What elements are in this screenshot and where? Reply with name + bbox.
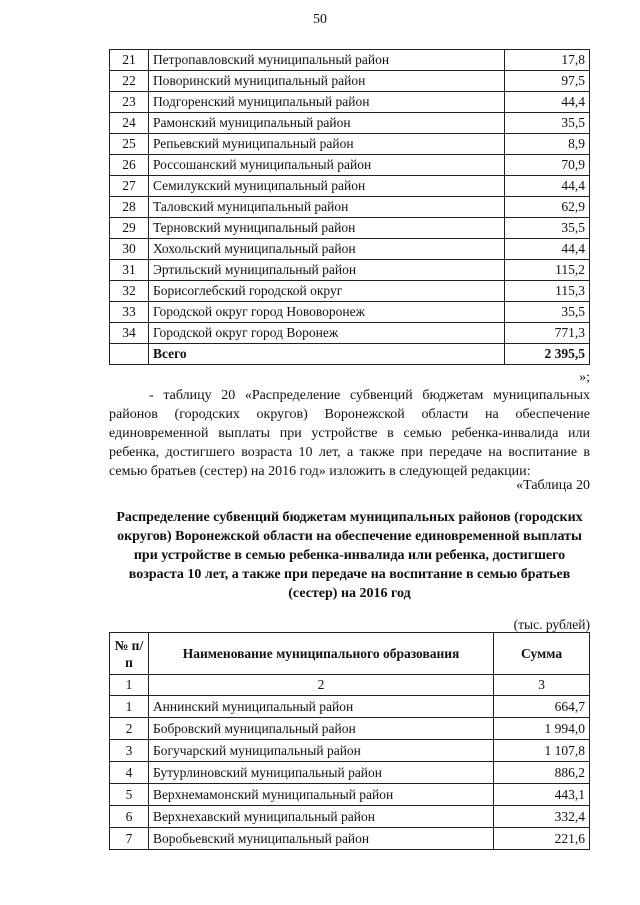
row-number: 6 [110, 806, 149, 828]
row-number: 29 [110, 218, 149, 239]
row-number: 27 [110, 176, 149, 197]
amount-value: 115,3 [505, 281, 590, 302]
column-index: 3 [494, 675, 590, 696]
table-row [110, 71, 590, 92]
row-number: 33 [110, 302, 149, 323]
table-row [110, 718, 590, 740]
column-index-row [110, 675, 590, 696]
table-row [110, 134, 590, 155]
amount-value: 115,2 [505, 260, 590, 281]
row-number: 28 [110, 197, 149, 218]
municipality-name: Бутурлиновский муниципальный район [148, 762, 493, 784]
amount-value: 44,4 [505, 176, 590, 197]
municipality-name: Аннинский муниципальный район [148, 696, 493, 718]
municipality-name: Поворинский муниципальный район [148, 71, 504, 92]
table-reference: «Таблица 20 [516, 478, 590, 493]
amount-value: 44,4 [505, 92, 590, 113]
total-label: Всего [148, 344, 504, 365]
municipality-name: Эртильский муниципальный район [148, 260, 504, 281]
table-row [110, 806, 590, 828]
municipality-name: Таловский муниципальный район [148, 197, 504, 218]
table-row [110, 323, 590, 344]
municipality-name: Репьевский муниципальный район [148, 134, 504, 155]
table-row [110, 281, 590, 302]
header-sum: Сумма [494, 633, 590, 675]
municipality-name: Городской округ город Нововоронеж [148, 302, 504, 323]
amount-value: 1 107,8 [494, 740, 590, 762]
row-number: 23 [110, 92, 149, 113]
amount-value: 44,4 [505, 239, 590, 260]
amount-value: 332,4 [494, 806, 590, 828]
total-row [110, 344, 590, 365]
amount-value: 70,9 [505, 155, 590, 176]
total-value: 2 395,5 [505, 344, 590, 365]
header-row [110, 633, 590, 675]
row-number: 4 [110, 762, 149, 784]
paragraph-text: - таблицу 20 «Распределение субвенций бюджетам муниципальных районов (городских округов) Воронежской области на обеспечение единовременной выплаты при устройстве в семью ребенка-инвалида или ребенка, достигшего возраста 10 лет, а также при передаче на воспитание в семью братьев (сестер) на 2016 год» изложить в следующей редакции: [109, 388, 590, 479]
table-row [110, 260, 590, 281]
table-row [110, 113, 590, 134]
table-title: Распределение субвенций бюджетам муниципальных районов (городских округов) Воронежской области на обеспечение единовременной выплаты при устройстве в семью ребенка-инвалида или ребенка, достигшего возраста 10 лет, а также при передаче на воспитание в семью братьев (сестер) на 2016 год [116, 510, 583, 601]
subvention-distribution-table [109, 632, 590, 850]
table-row [110, 176, 590, 197]
row-number: 5 [110, 784, 149, 806]
table-row [110, 239, 590, 260]
municipality-name: Бобровский муниципальный район [148, 718, 493, 740]
row-number: 2 [110, 718, 149, 740]
table-row [110, 784, 590, 806]
row-number: 30 [110, 239, 149, 260]
row-number: 1 [110, 696, 149, 718]
amount-value: 664,7 [494, 696, 590, 718]
amount-value: 221,6 [494, 828, 590, 850]
municipality-name: Верхнехавский муниципальный район [148, 806, 493, 828]
row-number: 25 [110, 134, 149, 155]
table-row [110, 155, 590, 176]
amount-value: 35,5 [505, 218, 590, 239]
top-subvention-table [109, 49, 590, 365]
amendment-paragraph [109, 386, 590, 481]
table-row [110, 828, 590, 850]
empty-cell [110, 344, 149, 365]
table-row [110, 302, 590, 323]
amount-value: 443,1 [494, 784, 590, 806]
table-row [110, 740, 590, 762]
municipality-name: Терновский муниципальный район [148, 218, 504, 239]
municipality-name: Борисоглебский городской округ [148, 281, 504, 302]
row-number: 3 [110, 740, 149, 762]
column-index: 1 [110, 675, 149, 696]
municipality-name: Богучарский муниципальный район [148, 740, 493, 762]
municipality-name: Россошанский муниципальный район [148, 155, 504, 176]
municipality-name: Городской округ город Воронеж [148, 323, 504, 344]
table-row [110, 762, 590, 784]
amount-value: 62,9 [505, 197, 590, 218]
table-row [110, 92, 590, 113]
amount-value: 886,2 [494, 762, 590, 784]
row-number: 32 [110, 281, 149, 302]
row-number: 26 [110, 155, 149, 176]
amount-value: 97,5 [505, 71, 590, 92]
row-number: 24 [110, 113, 149, 134]
row-number: 21 [110, 50, 149, 71]
municipality-name: Рамонский муниципальный район [148, 113, 504, 134]
amount-value: 771,3 [505, 323, 590, 344]
table-row [110, 218, 590, 239]
municipality-name: Подгоренский муниципальный район [148, 92, 504, 113]
table-row [110, 696, 590, 718]
municipality-name: Семилукский муниципальный район [148, 176, 504, 197]
municipality-name: Хохольский муниципальный район [148, 239, 504, 260]
municipality-name: Верхнемамонский муниципальный район [148, 784, 493, 806]
closing-quote: »; [579, 370, 590, 385]
row-number: 7 [110, 828, 149, 850]
header-number: № п/п [110, 633, 149, 675]
municipality-name: Воробьевский муниципальный район [148, 828, 493, 850]
header-name: Наименование муниципального образования [148, 633, 493, 675]
row-number: 34 [110, 323, 149, 344]
page-number: 50 [313, 12, 327, 27]
column-index: 2 [148, 675, 493, 696]
amount-value: 35,5 [505, 113, 590, 134]
amount-value: 8,9 [505, 134, 590, 155]
amount-value: 1 994,0 [494, 718, 590, 740]
row-number: 31 [110, 260, 149, 281]
table-row [110, 50, 590, 71]
amount-value: 35,5 [505, 302, 590, 323]
municipality-name: Петропавловский муниципальный район [148, 50, 504, 71]
row-number: 22 [110, 71, 149, 92]
units-label: (тыс. рублей) [513, 617, 590, 632]
table-row [110, 197, 590, 218]
amount-value: 17,8 [505, 50, 590, 71]
